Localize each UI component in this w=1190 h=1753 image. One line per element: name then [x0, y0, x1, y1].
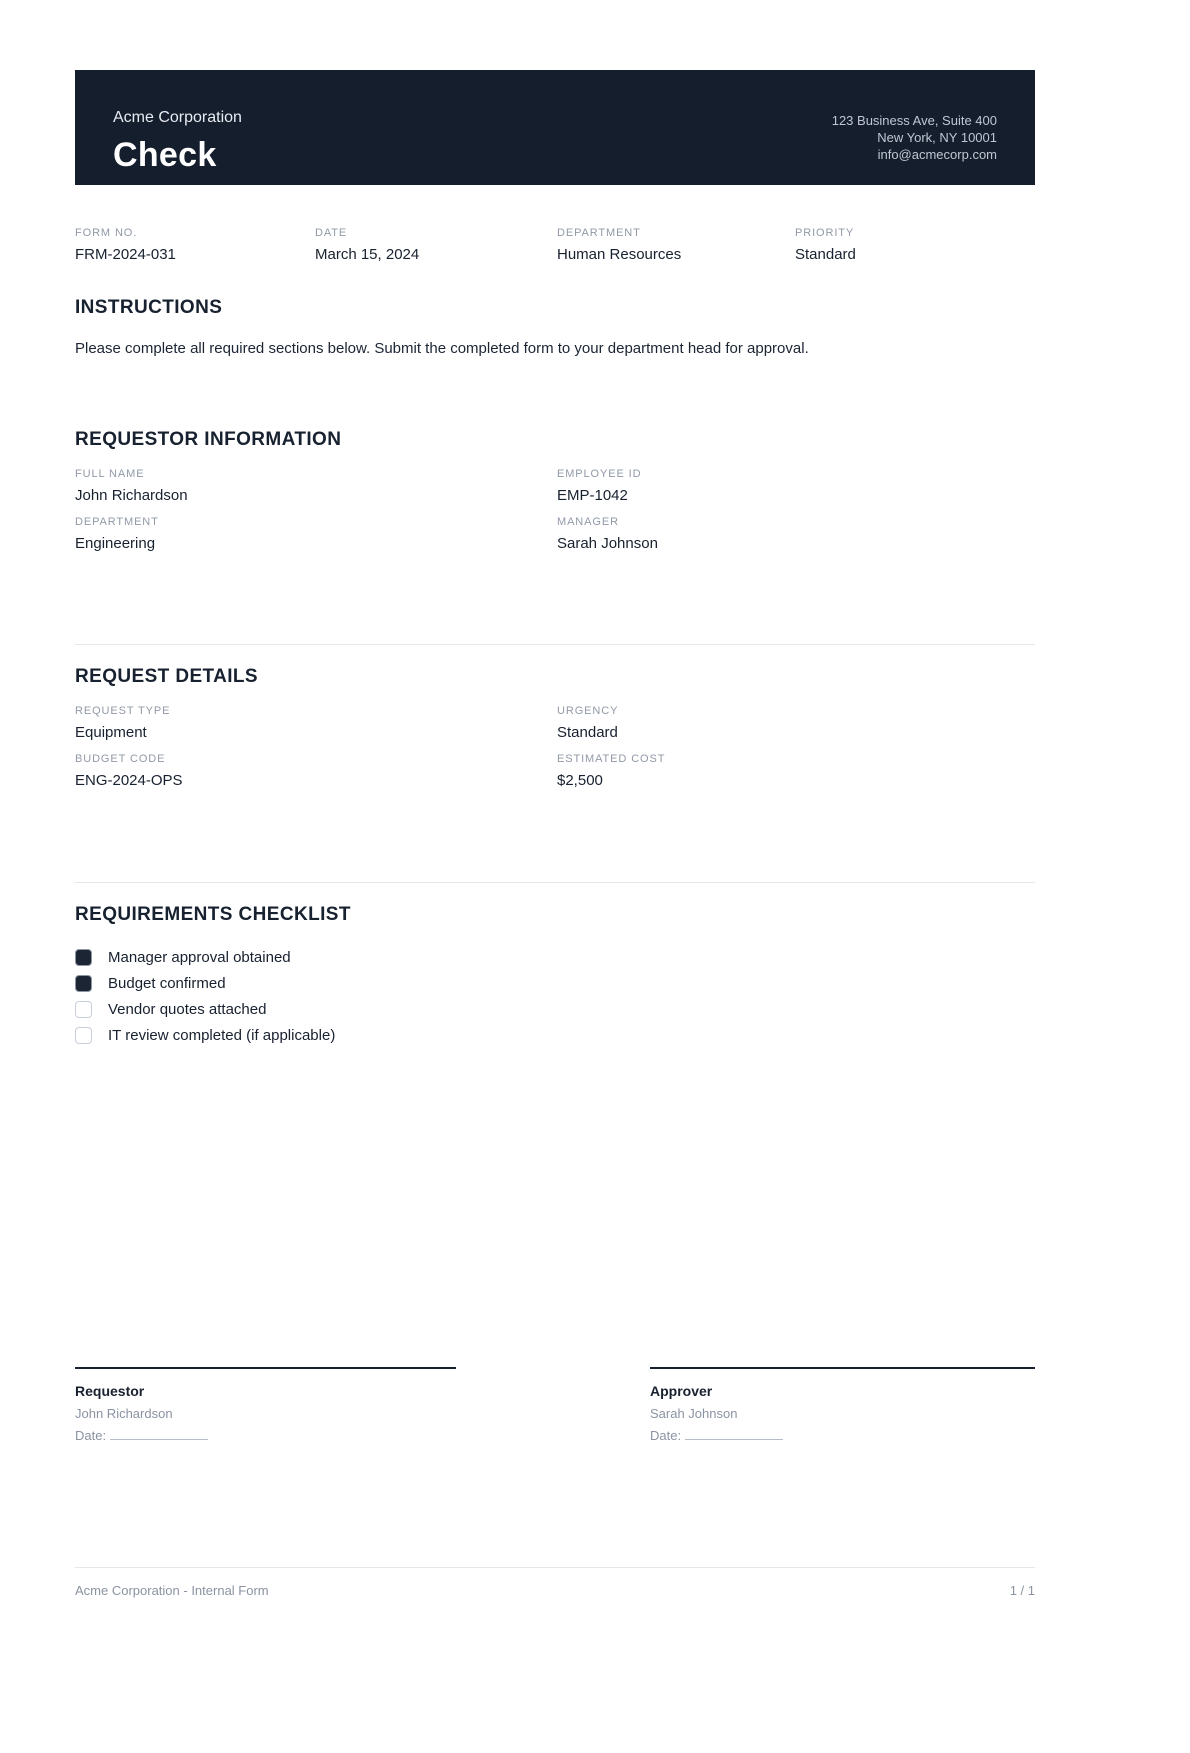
field-value: ENG-2024-OPS: [75, 772, 183, 789]
signature-role: Approver: [650, 1383, 713, 1399]
requirements-checklist-section: [75, 903, 1035, 1048]
field-value: EMP-1042: [557, 487, 628, 504]
date-label: Date:: [650, 1428, 682, 1443]
requestor-information-heading: REQUESTOR INFORMATION: [75, 429, 342, 450]
checkbox-icon[interactable]: [75, 1001, 92, 1018]
company-name: Acme Corporation: [113, 109, 242, 126]
signature-date: [75, 1428, 456, 1444]
section-divider: [75, 644, 1035, 645]
field-value: Equipment: [75, 724, 147, 741]
checklist-item: [75, 996, 1035, 1022]
date-blank-line: [110, 1429, 208, 1440]
field-label: FORM NO.: [75, 227, 138, 239]
field-label: ESTIMATED COST: [557, 753, 666, 765]
checklist-item-label: Vendor quotes attached: [108, 1000, 267, 1018]
checklist: [75, 944, 1035, 1048]
field-request-type: [75, 705, 557, 742]
field-label: REQUEST TYPE: [75, 705, 171, 717]
field-label: DEPARTMENT: [75, 516, 159, 528]
address-line-3: info@acmecorp.com: [877, 147, 997, 162]
field-estimated-cost: [557, 753, 1035, 790]
checklist-item-label: IT review completed (if applicable): [108, 1026, 336, 1044]
checkbox-icon[interactable]: [75, 1027, 92, 1044]
signature-name: John Richardson: [75, 1406, 173, 1421]
checklist-item-label: Budget confirmed: [108, 974, 226, 992]
address-line-2: New York, NY 10001: [877, 130, 997, 145]
section-divider: [75, 882, 1035, 883]
signature-date: [650, 1428, 1035, 1444]
field-label: EMPLOYEE ID: [557, 468, 642, 480]
field-label: URGENCY: [557, 705, 619, 717]
header-left: [113, 108, 242, 174]
meta-field-date: [315, 227, 557, 264]
field-employee-id: [557, 468, 1035, 505]
signature-role: Requestor: [75, 1383, 145, 1399]
field-value: Sarah Johnson: [557, 535, 658, 552]
page-number: 1 / 1: [1009, 1583, 1035, 1598]
field-budget-code: [75, 753, 557, 790]
requirements-checklist-heading: REQUIREMENTS CHECKLIST: [75, 904, 351, 925]
company-address: [832, 108, 997, 163]
field-manager: [557, 516, 1035, 553]
checkbox-icon[interactable]: [75, 949, 92, 966]
page-footer: [75, 1567, 1035, 1599]
field-value: $2,500: [557, 772, 603, 789]
instructions-body: Please complete all required sections below. Submit the completed form to your department head for approval.: [75, 340, 809, 357]
field-label: PRIORITY: [795, 227, 855, 239]
checklist-item: [75, 1022, 1035, 1048]
document-title: Check: [113, 136, 217, 174]
field-value: Standard: [557, 724, 618, 741]
checklist-item: [75, 944, 1035, 970]
field-urgency: [557, 705, 1035, 742]
checklist-item: [75, 970, 1035, 996]
checkbox-icon[interactable]: [75, 975, 92, 992]
instructions-heading: INSTRUCTIONS: [75, 297, 223, 318]
page: [75, 70, 1035, 1599]
field-label: FULL NAME: [75, 468, 145, 480]
field-label: DATE: [315, 227, 348, 239]
checklist-item-label: Manager approval obtained: [108, 948, 291, 966]
date-label: Date:: [75, 1428, 107, 1443]
field-value: Human Resources: [557, 246, 682, 263]
field-value: March 15, 2024: [315, 246, 420, 263]
meta-field-priority: [795, 227, 1035, 264]
signature-section: [75, 1367, 1035, 1444]
field-value: Engineering: [75, 535, 156, 552]
requestor-information-section: [75, 428, 1035, 553]
field-value: John Richardson: [75, 487, 188, 504]
field-label: DEPARTMENT: [557, 227, 641, 239]
date-blank-line: [685, 1429, 783, 1440]
request-details-fields: [75, 705, 1035, 790]
field-value: Standard: [795, 246, 856, 263]
instructions-section: [75, 296, 1035, 360]
request-details-section: [75, 665, 1035, 790]
meta-field-department: [557, 227, 795, 264]
field-department: [75, 516, 557, 553]
field-value: FRM-2024-031: [75, 246, 176, 263]
footer-left-text: Acme Corporation - Internal Form: [75, 1583, 269, 1598]
requestor-fields: [75, 468, 1035, 553]
request-details-heading: REQUEST DETAILS: [75, 666, 258, 687]
field-full-name: [75, 468, 557, 505]
signature-block-approver: [650, 1367, 1035, 1444]
field-label: BUDGET CODE: [75, 753, 166, 765]
form-meta-row: [75, 227, 1035, 264]
meta-field-form-no: [75, 227, 315, 264]
address-line-1: 123 Business Ave, Suite 400: [831, 113, 997, 128]
signature-name: Sarah Johnson: [650, 1406, 738, 1421]
header-band: [75, 70, 1035, 185]
field-label: MANAGER: [557, 516, 619, 528]
signature-block-requestor: [75, 1367, 456, 1444]
